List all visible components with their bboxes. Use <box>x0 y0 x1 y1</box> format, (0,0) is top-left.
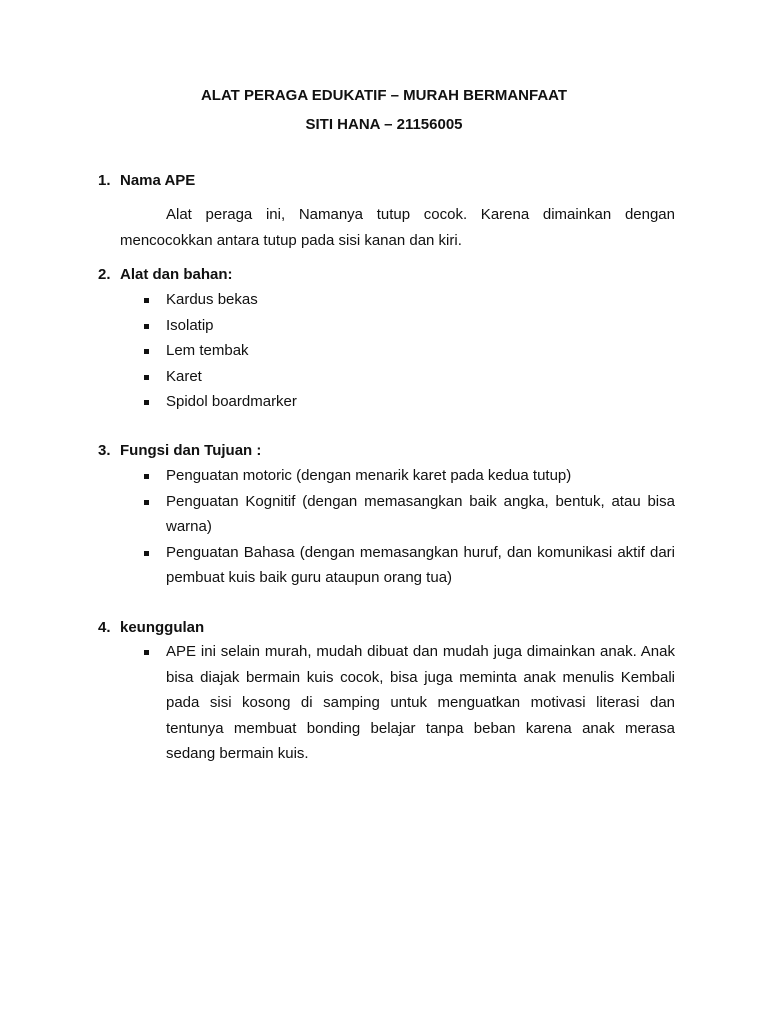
section-1-paragraph: Alat peraga ini, Namanya tutup cocok. Karena dimainkan dengan mencocokkan antara tutup pada sisi kanan dan kiri. <box>120 206 675 249</box>
section-1-heading <box>98 171 675 191</box>
list-item <box>144 389 675 415</box>
list-item-text: Penguatan Bahasa (dengan memasangkan huruf, dan komunikasi aktif dari pembuat kuis baik guru ataupun orang tua) <box>166 543 675 586</box>
bullet-icon <box>144 298 149 303</box>
bullet-icon <box>144 650 149 655</box>
section-3-heading <box>98 441 675 461</box>
list-item-text: Kardus bekas <box>166 291 258 308</box>
list-item <box>144 489 675 540</box>
list-item <box>144 338 675 364</box>
list-item-text: Lem tembak <box>166 342 249 359</box>
document-title: ALAT PERAGA EDUKATIF – MURAH BERMANFAAT <box>200 87 568 104</box>
list-item <box>144 639 675 767</box>
advantages-list <box>144 639 675 767</box>
bullet-icon <box>144 500 149 505</box>
section-title: Nama APE <box>120 172 196 189</box>
bullet-icon <box>144 551 149 556</box>
section-number: 3. <box>98 442 111 459</box>
list-item-text: Isolatip <box>166 316 214 334</box>
materials-list <box>144 287 675 415</box>
list-item <box>144 463 675 489</box>
bullet-icon <box>144 474 149 479</box>
section-title: Alat dan bahan: <box>120 266 233 283</box>
bullet-icon <box>144 324 149 329</box>
list-item <box>144 313 675 339</box>
list-item-text: Penguatan motoric (dengan menarik karet pada kedua tutup) <box>166 467 572 484</box>
list-item-text: Penguatan Kognitif (dengan memasangkan baik angka, bentuk, atau bisa warna) <box>166 492 675 535</box>
list-item <box>144 540 675 591</box>
section-number: 1. <box>98 172 111 189</box>
author-line: SITI HANA – 21156005 <box>305 116 463 133</box>
bullet-icon <box>144 400 149 405</box>
list-item <box>144 364 675 390</box>
function-list <box>144 463 675 591</box>
section-number: 2. <box>98 266 111 283</box>
section-title: keunggulan <box>120 619 205 636</box>
bullet-icon <box>144 349 149 354</box>
section-4-heading <box>98 618 675 638</box>
section-title: Fungsi dan Tujuan : <box>120 442 262 459</box>
bullet-icon <box>144 375 149 380</box>
list-item-text: Spidol boardmarker <box>166 393 297 410</box>
section-2-heading <box>98 265 675 285</box>
list-item-text: APE ini selain murah, mudah dibuat dan mudah juga dimainkan anak. Anak bisa diajak bermain kuis cocok, bisa juga meminta anak menulis Kembali pada sisi kosong di samping untuk menguatkan motivasi literasi dan tentunya membuat bonding belajar tanpa beban karena anak merasa sedang bermain kuis. <box>166 643 675 762</box>
list-item <box>144 287 675 313</box>
list-item-text: Karet <box>166 367 202 385</box>
section-number: 4. <box>98 619 111 636</box>
